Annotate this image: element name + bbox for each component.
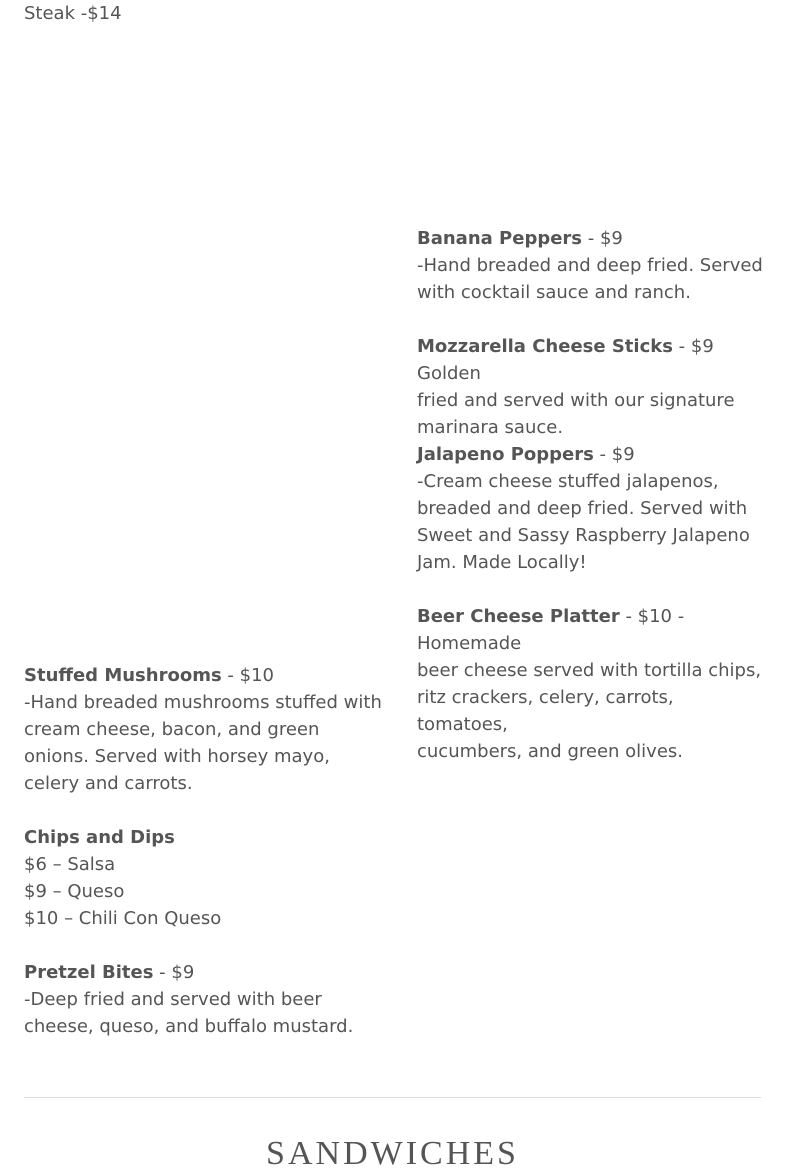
menu-item-name: Mozzarella Cheese Sticks (417, 336, 673, 357)
menu-item-description: onions. Served with horsey mayo, (24, 746, 330, 767)
menu-item-name: Chips and Dips (24, 827, 175, 848)
menu-item-name: Jalapeno Poppers (417, 444, 594, 465)
menu-item-price: - $9 (593, 444, 635, 465)
menu-item-jalapeno-poppers (417, 441, 767, 576)
menu-item-description: -Hand breaded mushrooms stuffed with (24, 692, 382, 713)
menu-item-banana-peppers (417, 225, 767, 306)
menu-item-description: cheese, queso, and buffalo mustard. (24, 1016, 354, 1037)
menu-item-fragment (24, 0, 122, 27)
menu-item-price: - $10 (221, 665, 274, 686)
menu-item-price: - $9 (582, 228, 623, 249)
menu-item-description: -Cream cheese stuffed jalapenos, (417, 471, 719, 492)
menu-item-description: celery and carrots. (24, 773, 193, 794)
menu-item-chips-and-dips (24, 824, 384, 932)
menu-item-description: marinara sauce. (417, 417, 564, 438)
menu-item-text: Steak -$14 (24, 3, 122, 24)
menu-item-stuffed-mushrooms (24, 662, 384, 797)
menu-item-name: Banana Peppers (417, 228, 583, 249)
menu-item-name: Pretzel Bites (24, 962, 154, 983)
menu-item-description: Sweet and Sassy Raspberry Jalapeno (417, 525, 750, 546)
menu-item-price: - $9 Golden (417, 336, 714, 384)
menu-item-option: $6 – Salsa (24, 854, 116, 875)
menu-item-description: beer cheese served with tortilla chips, (417, 660, 762, 681)
menu-item-mozzarella-cheese-sticks (417, 333, 767, 441)
menu-item-description: -Hand breaded and deep fried. Served (417, 255, 763, 276)
menu-item-option: $9 – Queso (24, 881, 125, 902)
menu-item-description: cream cheese, bacon, and green (24, 719, 320, 740)
menu-item-price: - $9 (153, 962, 195, 983)
section-heading: SANDWICHES (266, 1135, 519, 1172)
menu-item-option: $10 – Chili Con Queso (24, 908, 222, 929)
menu-item-name: Stuffed Mushrooms (24, 665, 222, 686)
menu-item-description: with cocktail sauce and ranch. (417, 282, 691, 303)
menu-item-name: Beer Cheese Platter (417, 606, 620, 627)
section-divider (24, 1097, 761, 1098)
menu-item-description: Jam. Made Locally! (417, 552, 587, 573)
menu-item-description: breaded and deep fried. Served with (417, 498, 748, 519)
menu-item-pretzel-bites (24, 959, 384, 1040)
menu-item-description: fried and served with our signature (417, 390, 735, 411)
menu-item-description: cucumbers, and green olives. (417, 741, 684, 762)
menu-item-price: - $10 -Homemade (417, 606, 685, 654)
menu-item-description: -Deep fried and served with beer (24, 989, 322, 1010)
menu-item-beer-cheese-platter (417, 603, 767, 765)
menu-item-description: ritz crackers, celery, carrots, tomatoes, (417, 687, 674, 735)
